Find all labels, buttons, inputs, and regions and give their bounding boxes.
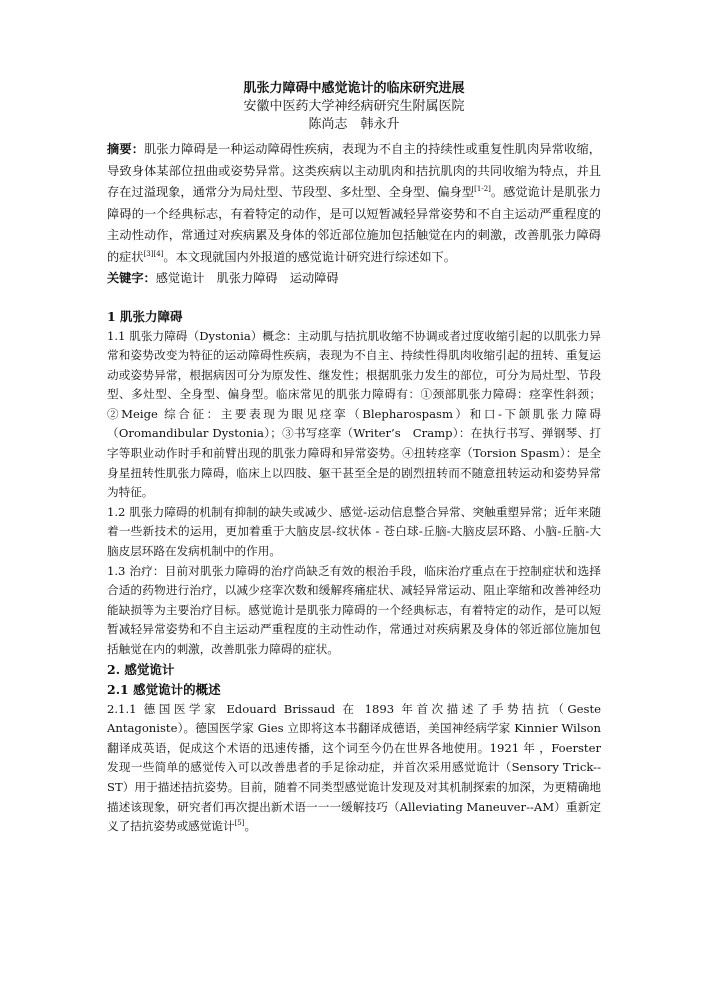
paragraph-2-1-1-end: 。 — [244, 819, 257, 834]
paragraph-2-1-1-text: 2.1.1 德国医学家 Edouard Brissaud 在 1893 年首次描述了手势拮抗（Geste Antagoniste）。德国医学家 Gies 立即将这本书翻译成德语，美国神经病学家 Kinnier Wilson 翻译成英语，促成这个术语的迅速传播，这个词至今仍在世界各地使用。1921 年 ，Foerster 发现一些简单的感觉传入可以改善患者的手足徐动症，并首次采用感觉诡计（Sensory Trick--ST）用于描述拮抗姿势。目前，随着不同类型感觉诡计发现及对其机制探索的加深，为更精确地描述该现象，研究者们再次提出新术语一一一缓解技巧（Alleviating Maneuver--AM）重新定义了拮抗姿势或感觉诡计 — [107, 701, 601, 834]
abstract-text-1: 肌张力障碍是一种运动障碍性疾病，表现为不自主的持续性或重复性肌肉异常收缩，导致身体某部位扭曲或姿势异常。这类疾病以主动肌肉和拮抗肌肉的共同收缩为特点，并且存在过溢现象，通常分为局灶型、节段型、多灶型、全身型、偏身型 — [107, 142, 601, 199]
citation-5: [5] — [234, 819, 245, 828]
section-2-heading: 2. 感觉诡计 — [107, 661, 175, 677]
keywords-text: 感觉诡计 肌张力障碍 运动障碍 — [155, 271, 339, 285]
section-1-heading: 1 肌张力障碍 — [107, 308, 183, 324]
paragraph-1-2: 1.2 肌张力障碍的机制有抑制的缺失或减少、感觉-运动信息整合异常、突触重塑异常；近年来随着一些新技术的运用，更加着重于大脑皮层-纹状体 - 苍白球-丘脑-大脑皮层环路、小脑-丘脑-大脑皮层环路在发病机制中的作用。 — [107, 504, 601, 559]
abstract-text-2: 。感觉诡计是肌张力障碍的一个经典标志，有着特定的动作，是可以短暂减轻异常姿势和不自主运动严重程度的主动性动作，常通过对疾病累及身体的邻近部位施加包括触觉在内的刺激，改善肌张力障碍的症状 — [107, 185, 602, 264]
paper-page — [107, 80, 601, 837]
keywords-label: 关键字： — [107, 271, 156, 285]
paper-title: 肌张力障碍中感觉诡计的临床研究进展 — [243, 81, 465, 96]
authors: 陈尚志 韩永升 — [308, 117, 400, 132]
abstract-text-3: 。本文现就国内外报道的感觉诡计研究进行综述如下。 — [163, 249, 456, 264]
section-2-1-heading: 2.1 感觉诡计的概述 — [107, 681, 221, 697]
keywords — [107, 268, 601, 290]
affiliation: 安徽中医药大学神经病研究生附属医院 — [243, 99, 465, 114]
paragraph-1-3: 1.3 治疗：目前对肌张力障碍的治疗尚缺乏有效的根治手段，临床治疗重点在于控制症状和选择合适的药物进行治疗，以减少痉挛次数和缓解疼痛症状、减轻异常运动、阻止挛缩和改善神经功能缺损等为主要治疗目标。感觉诡计是肌张力障碍的一个经典标志，有着特定的动作，是可以短暂减轻异常姿势和不自主运动严重程度的主动性动作，常通过对疾病累及身体的邻近部位施加包括触觉在内的刺激，改善肌张力障碍的症状。 — [107, 563, 601, 656]
abstract-label: 摘要： — [107, 142, 145, 156]
paragraph-1-1: 1.1 肌张力障碍（Dystonia）概念：主动肌与拮抗肌收缩不协调或者过度收缩引起的以肌张力异常和姿势改变为特征的运动障碍性疾病，表现为不自主、持续性得肌肉收缩引起的扭转、重复运动或姿势异常，根据病因可分为原发性、继发性；根据肌张力发生的部位，可分为局灶型、节段型、多灶型、全身型、偏身型。临床常见的肌张力障碍有：①颈部肌张力障碍：痉挛性斜颈；②Meige 综合征：主要表现为眼见痉挛（Blepharospasm）和口-下颌肌张力障碍（Oromandibular Dystonia）；③书写痉挛（Writer’s Cramp）：在执行书写、弹钢琴、打字等职业动作时手和前臂出现的肌张力障碍和异常姿势。④扭转痉挛（Torsion Spasm）：是全身星扭转性肌张力障碍，临床上以四肢、躯干甚至全是的剧烈扭转而不随意扭转运动和姿势异常为特征。 — [107, 328, 601, 500]
section-gap — [107, 290, 601, 306]
citation-1-2: [1-2] — [474, 184, 491, 193]
paragraph-2-1-1 — [107, 700, 601, 837]
citation-3-4: [3][4] — [143, 249, 164, 258]
abstract — [107, 139, 601, 268]
